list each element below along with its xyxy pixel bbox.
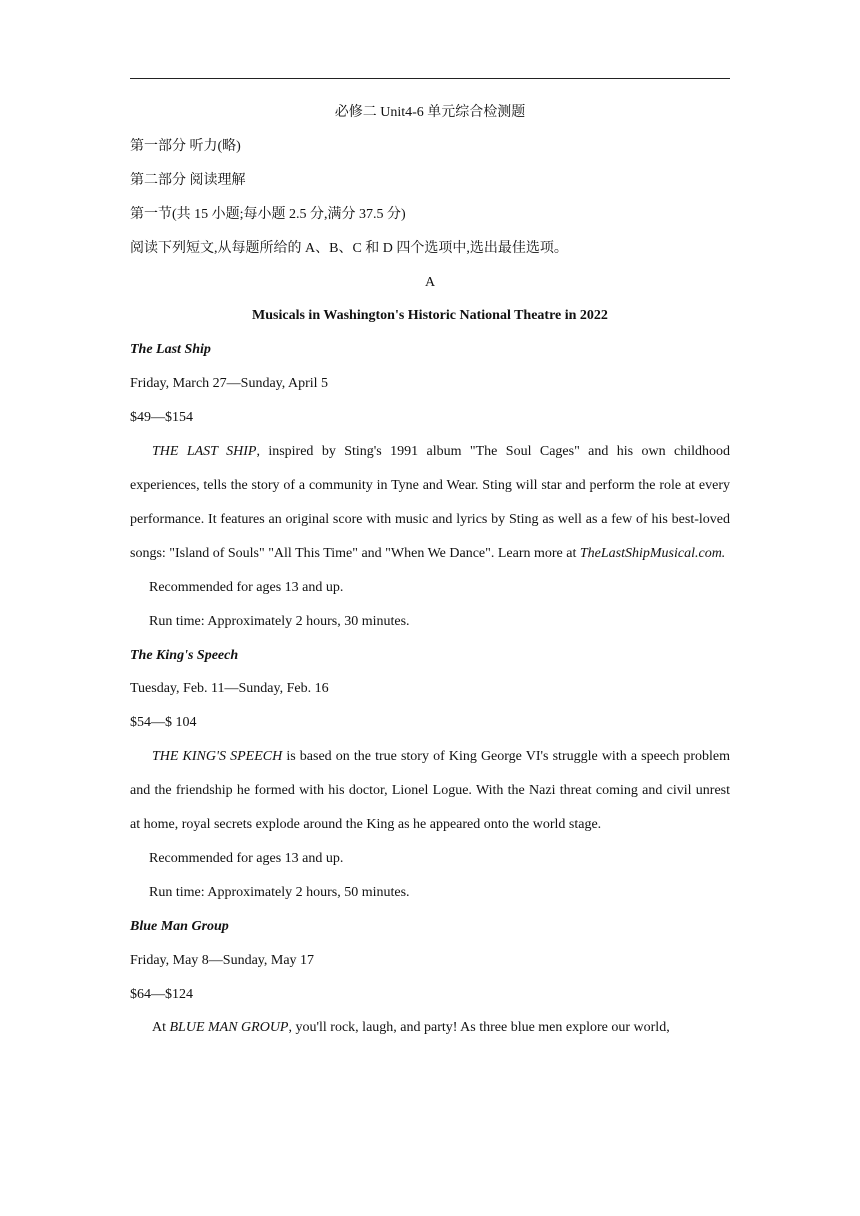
show-description xyxy=(130,435,730,571)
document-title: 必修二 Unit4-6 单元综合检测题 xyxy=(334,105,526,120)
show-price: $49—$154 xyxy=(130,410,193,426)
website-link: TheLastShipMusical.com. xyxy=(579,545,726,561)
show-price: $64—$124 xyxy=(130,986,193,1002)
passage-letter: A xyxy=(424,274,436,290)
show-dates: Tuesday, Feb. 11—Sunday, Feb. 16 xyxy=(130,681,329,697)
show-description xyxy=(130,740,730,842)
instructions: 阅读下列短文,从每题所给的 A、B、C 和 D 四个选项中,选出最佳选项。 xyxy=(130,240,568,256)
section-one-heading: 第一节(共 15 小题;每小题 2.5 分,满分 37.5 分) xyxy=(130,206,406,222)
show-title: Blue Man Group xyxy=(130,918,229,934)
show-price: $54—$ 104 xyxy=(130,715,197,731)
show-name-emphasis: THE KING'S SPEECH xyxy=(152,749,283,765)
show-dates: Friday, March 27—Sunday, April 5 xyxy=(130,376,329,392)
age-recommendation: Recommended for ages 13 and up. xyxy=(149,850,344,866)
description-prefix: At xyxy=(152,1020,170,1036)
show-name-emphasis: BLUE MAN GROUP xyxy=(169,1020,289,1036)
run-time: Run time: Approximately 2 hours, 50 minutes. xyxy=(149,884,410,900)
show-dates: Friday, May 8—Sunday, May 17 xyxy=(130,952,315,968)
show-name-emphasis: THE LAST SHIP xyxy=(152,444,257,460)
description-text: , inspired by Sting's 1991 album "The Soul Cages" and his own childhood experiences, tells the story of a community in Tyne and Wear. Sting will star and perform the role at every performance. It features an original score with music and lyrics by Sting as well as a few of his best-loved songs: "Island of Souls" "All This Time" and "When We Dance". Learn more at xyxy=(130,444,730,561)
run-time: Run time: Approximately 2 hours, 30 minutes. xyxy=(149,613,410,629)
header-rule xyxy=(130,78,730,79)
document-page xyxy=(130,96,730,1045)
description-text: is based on the true story of King George VI's struggle with a speech problem and the friendship he formed with his doctor, Lionel Logue. With the Nazi threat coming and civil unrest at home, royal secrets explode around the King as he appeared onto the world stage. xyxy=(130,749,730,833)
part-one-heading: 第一部分 听力(略) xyxy=(130,138,241,154)
show-title: The Last Ship xyxy=(130,342,211,358)
passage-heading: Musicals in Washington's Historic National Theatre in 2022 xyxy=(252,308,608,324)
description-text: , you'll rock, laugh, and party! As three blue men explore our world, xyxy=(288,1020,670,1036)
age-recommendation: Recommended for ages 13 and up. xyxy=(149,579,344,595)
show-title: The King's Speech xyxy=(130,647,239,663)
part-two-heading: 第二部分 阅读理解 xyxy=(130,172,246,188)
show-description xyxy=(130,1011,730,1045)
